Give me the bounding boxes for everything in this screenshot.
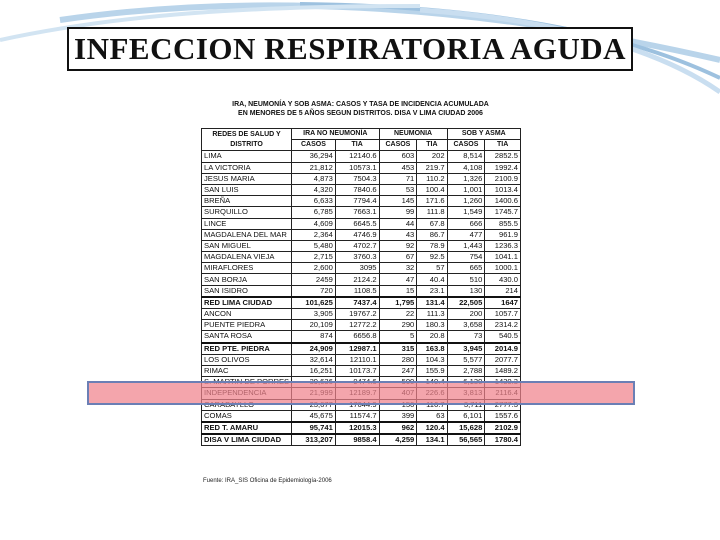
- cell-value: 1,443: [447, 240, 485, 251]
- table-title-line1: IRA, NEUMONÍA Y SOB ASMA: CASOS Y TASA DE INCIDENCIA ACUMULADA: [232, 101, 489, 108]
- header-casos: CASOS: [292, 140, 336, 151]
- cell-value: 6645.5: [335, 218, 379, 229]
- cell-value: 1400.6: [485, 196, 521, 207]
- table-row: [202, 434, 521, 446]
- cell-value: 1,549: [447, 207, 485, 218]
- cell-district: SAN ISIDRO: [202, 285, 292, 297]
- cell-value: 47: [379, 274, 417, 285]
- cell-value: 313,207: [292, 434, 336, 446]
- cell-value: 40.4: [417, 274, 447, 285]
- cell-value: 92.5: [417, 252, 447, 263]
- cell-value: 477: [447, 229, 485, 240]
- cell-value: 6,101: [447, 410, 485, 422]
- header-tia: TIA: [417, 140, 447, 151]
- cell-value: 2124.2: [335, 274, 379, 285]
- table-row: [202, 218, 521, 229]
- cell-district: RIMAC: [202, 365, 292, 376]
- cell-district: SURQUILLO: [202, 207, 292, 218]
- table-row: [202, 184, 521, 195]
- cell-value: 110.2: [417, 173, 447, 184]
- cell-value: 1236.3: [485, 240, 521, 251]
- cell-value: 67: [379, 252, 417, 263]
- cell-district: LA VICTORIA: [202, 162, 292, 173]
- cell-value: 2314.2: [485, 320, 521, 331]
- cell-value: 23.1: [417, 285, 447, 297]
- cell-district: BREÑA: [202, 196, 292, 207]
- cell-value: 1108.5: [335, 285, 379, 297]
- cell-district: SAN MIGUEL: [202, 240, 292, 251]
- cell-value: 99: [379, 207, 417, 218]
- header-sob-asma: SOB Y ASMA: [447, 129, 520, 140]
- table-row: [202, 151, 521, 162]
- cell-value: 4,873: [292, 173, 336, 184]
- cell-value: 24,909: [292, 343, 336, 355]
- cell-value: 3760.3: [335, 252, 379, 263]
- cell-value: 92: [379, 240, 417, 251]
- cell-district: PUENTE PIEDRA: [202, 320, 292, 331]
- cell-district: MAGDALENA VIEJA: [202, 252, 292, 263]
- cell-value: 67.8: [417, 218, 447, 229]
- cell-value: 11574.7: [335, 410, 379, 422]
- cell-value: 131.4: [417, 297, 447, 309]
- cell-value: 44: [379, 218, 417, 229]
- cell-district: LOS OLIVOS: [202, 354, 292, 365]
- cell-value: 665: [447, 263, 485, 274]
- cell-value: 1000.1: [485, 263, 521, 274]
- slide-title-box: [67, 27, 633, 71]
- cell-value: 155.9: [417, 365, 447, 376]
- cell-value: 120.4: [417, 422, 447, 434]
- cell-value: 16,251: [292, 365, 336, 376]
- cell-value: 100.4: [417, 184, 447, 195]
- cell-value: 2459: [292, 274, 336, 285]
- cell-value: 1,795: [379, 297, 417, 309]
- cell-value: 73: [447, 331, 485, 343]
- cell-district: SAN LUIS: [202, 184, 292, 195]
- cell-district: RED PTE. PIEDRA: [202, 343, 292, 355]
- cell-value: 22: [379, 309, 417, 320]
- table-row: [202, 274, 521, 285]
- cell-district: LIMA: [202, 151, 292, 162]
- cell-district: RED LIMA CIUDAD: [202, 297, 292, 309]
- cell-value: 130: [447, 285, 485, 297]
- cell-value: 15,628: [447, 422, 485, 434]
- cell-district: SAN BORJA: [202, 274, 292, 285]
- cell-value: 2852.5: [485, 151, 521, 162]
- cell-value: 63: [417, 410, 447, 422]
- header-tia: TIA: [335, 140, 379, 151]
- cell-value: 3,945: [447, 343, 485, 355]
- cell-value: 603: [379, 151, 417, 162]
- cell-district: COMAS: [202, 410, 292, 422]
- cell-value: 2,600: [292, 263, 336, 274]
- cell-value: 7437.4: [335, 297, 379, 309]
- cell-value: 214: [485, 285, 521, 297]
- cell-district: DISA V LIMA CIUDAD: [202, 434, 292, 446]
- cell-value: 4,609: [292, 218, 336, 229]
- cell-value: 1557.6: [485, 410, 521, 422]
- cell-value: 4,108: [447, 162, 485, 173]
- cell-value: 4746.9: [335, 229, 379, 240]
- cell-value: 71: [379, 173, 417, 184]
- cell-value: 219.7: [417, 162, 447, 173]
- highlight-box: [87, 381, 635, 405]
- cell-value: 247: [379, 365, 417, 376]
- table-row: [202, 196, 521, 207]
- cell-value: 1780.4: [485, 434, 521, 446]
- table-title: [197, 100, 524, 118]
- cell-value: 36,294: [292, 151, 336, 162]
- cell-value: 95,741: [292, 422, 336, 434]
- cell-value: 21,812: [292, 162, 336, 173]
- cell-value: 5: [379, 331, 417, 343]
- cell-value: 855.5: [485, 218, 521, 229]
- table-row: [202, 320, 521, 331]
- cell-district: LINCE: [202, 218, 292, 229]
- table-row: [202, 162, 521, 173]
- cell-value: 290: [379, 320, 417, 331]
- cell-value: 57: [417, 263, 447, 274]
- cell-value: 5,577: [447, 354, 485, 365]
- header-neumonia: NEUMONIA: [379, 129, 447, 140]
- cell-value: 22,505: [447, 297, 485, 309]
- cell-value: 86.7: [417, 229, 447, 240]
- cell-value: 20,109: [292, 320, 336, 331]
- cell-value: 2014.9: [485, 343, 521, 355]
- cell-value: 10173.7: [335, 365, 379, 376]
- cell-value: 4702.7: [335, 240, 379, 251]
- cell-value: 453: [379, 162, 417, 173]
- cell-value: 430.0: [485, 274, 521, 285]
- cell-value: 32: [379, 263, 417, 274]
- cell-value: 315: [379, 343, 417, 355]
- cell-value: 1489.2: [485, 365, 521, 376]
- cell-value: 19767.2: [335, 309, 379, 320]
- table-row: [202, 331, 521, 343]
- header-casos: CASOS: [379, 140, 417, 151]
- table-row: [202, 263, 521, 274]
- cell-value: 12110.1: [335, 354, 379, 365]
- table-row: [202, 229, 521, 240]
- cell-value: 1647: [485, 297, 521, 309]
- table-source: Fuente: IRA_SIS Oficina de Epidemiología-2006: [203, 478, 332, 484]
- cell-value: 163.8: [417, 343, 447, 355]
- cell-value: 3095: [335, 263, 379, 274]
- header-tia: TIA: [485, 140, 521, 151]
- cell-value: 4,259: [379, 434, 417, 446]
- cell-value: 12015.3: [335, 422, 379, 434]
- table-row: [202, 285, 521, 297]
- table-row: [202, 343, 521, 355]
- cell-value: 2100.9: [485, 173, 521, 184]
- cell-value: 2077.7: [485, 354, 521, 365]
- cell-value: 15: [379, 285, 417, 297]
- cell-value: 145: [379, 196, 417, 207]
- cell-district: SANTA ROSA: [202, 331, 292, 343]
- table-row: [202, 252, 521, 263]
- cell-value: 43: [379, 229, 417, 240]
- cell-value: 666: [447, 218, 485, 229]
- cell-value: 2102.9: [485, 422, 521, 434]
- cell-value: 5,480: [292, 240, 336, 251]
- cell-value: 874: [292, 331, 336, 343]
- cell-value: 1013.4: [485, 184, 521, 195]
- table-title-line2: EN MENORES DE 5 AÑOS SEGUN DISTRITOS. DISA V LIMA CIUDAD 2006: [238, 110, 483, 117]
- cell-value: 962: [379, 422, 417, 434]
- cell-value: 2,788: [447, 365, 485, 376]
- cell-value: 104.3: [417, 354, 447, 365]
- cell-value: 6,785: [292, 207, 336, 218]
- table-row: [202, 354, 521, 365]
- cell-value: 111.8: [417, 207, 447, 218]
- cell-value: 3,658: [447, 320, 485, 331]
- cell-value: 1992.4: [485, 162, 521, 173]
- cell-value: 7504.3: [335, 173, 379, 184]
- cell-value: 7840.6: [335, 184, 379, 195]
- table-row: [202, 240, 521, 251]
- cell-value: 1,326: [447, 173, 485, 184]
- cell-value: 53: [379, 184, 417, 195]
- table-row: [202, 422, 521, 434]
- cell-district: RED T. AMARU: [202, 422, 292, 434]
- cell-value: 8,514: [447, 151, 485, 162]
- cell-value: 540.5: [485, 331, 521, 343]
- cell-value: 12140.6: [335, 151, 379, 162]
- cell-value: 20.8: [417, 331, 447, 343]
- slide-title: INFECCION RESPIRATORIA AGUDA: [74, 31, 626, 66]
- cell-value: 32,614: [292, 354, 336, 365]
- cell-value: 10573.1: [335, 162, 379, 173]
- cell-value: 1041.1: [485, 252, 521, 263]
- table-row: [202, 309, 521, 320]
- cell-value: 1,001: [447, 184, 485, 195]
- table-row: [202, 297, 521, 309]
- cell-value: 12987.1: [335, 343, 379, 355]
- cell-value: 200: [447, 309, 485, 320]
- cell-value: 111.3: [417, 309, 447, 320]
- header-casos: CASOS: [447, 140, 485, 151]
- cell-district: MIRAFLORES: [202, 263, 292, 274]
- cell-value: 280: [379, 354, 417, 365]
- cell-value: 6656.8: [335, 331, 379, 343]
- cell-value: 7794.4: [335, 196, 379, 207]
- cell-value: 510: [447, 274, 485, 285]
- cell-value: 720: [292, 285, 336, 297]
- cell-value: 2,364: [292, 229, 336, 240]
- table-row: [202, 173, 521, 184]
- cell-value: 45,675: [292, 410, 336, 422]
- table-row: [202, 410, 521, 422]
- cell-value: 78.9: [417, 240, 447, 251]
- cell-district: ANCON: [202, 309, 292, 320]
- header-ira: IRA NO NEUMONÍA: [292, 129, 379, 140]
- incidence-table-image: [197, 98, 524, 490]
- cell-value: 2,715: [292, 252, 336, 263]
- cell-value: 56,565: [447, 434, 485, 446]
- cell-value: 1057.7: [485, 309, 521, 320]
- cell-value: 101,625: [292, 297, 336, 309]
- cell-value: 3,905: [292, 309, 336, 320]
- cell-value: 961.9: [485, 229, 521, 240]
- cell-value: 12772.2: [335, 320, 379, 331]
- table-row: [202, 207, 521, 218]
- cell-value: 399: [379, 410, 417, 422]
- cell-value: 6,633: [292, 196, 336, 207]
- cell-value: 754: [447, 252, 485, 263]
- cell-value: 7663.1: [335, 207, 379, 218]
- cell-district: JESUS MARIA: [202, 173, 292, 184]
- cell-value: 171.6: [417, 196, 447, 207]
- cell-value: 1,260: [447, 196, 485, 207]
- cell-value: 202: [417, 151, 447, 162]
- table-row: [202, 365, 521, 376]
- cell-value: 9858.4: [335, 434, 379, 446]
- cell-value: 1745.7: [485, 207, 521, 218]
- cell-value: 134.1: [417, 434, 447, 446]
- cell-district: MAGDALENA DEL MAR: [202, 229, 292, 240]
- cell-value: 4,320: [292, 184, 336, 195]
- cell-value: 180.3: [417, 320, 447, 331]
- header-district: REDES DE SALUD Y DISTRITO: [202, 129, 292, 151]
